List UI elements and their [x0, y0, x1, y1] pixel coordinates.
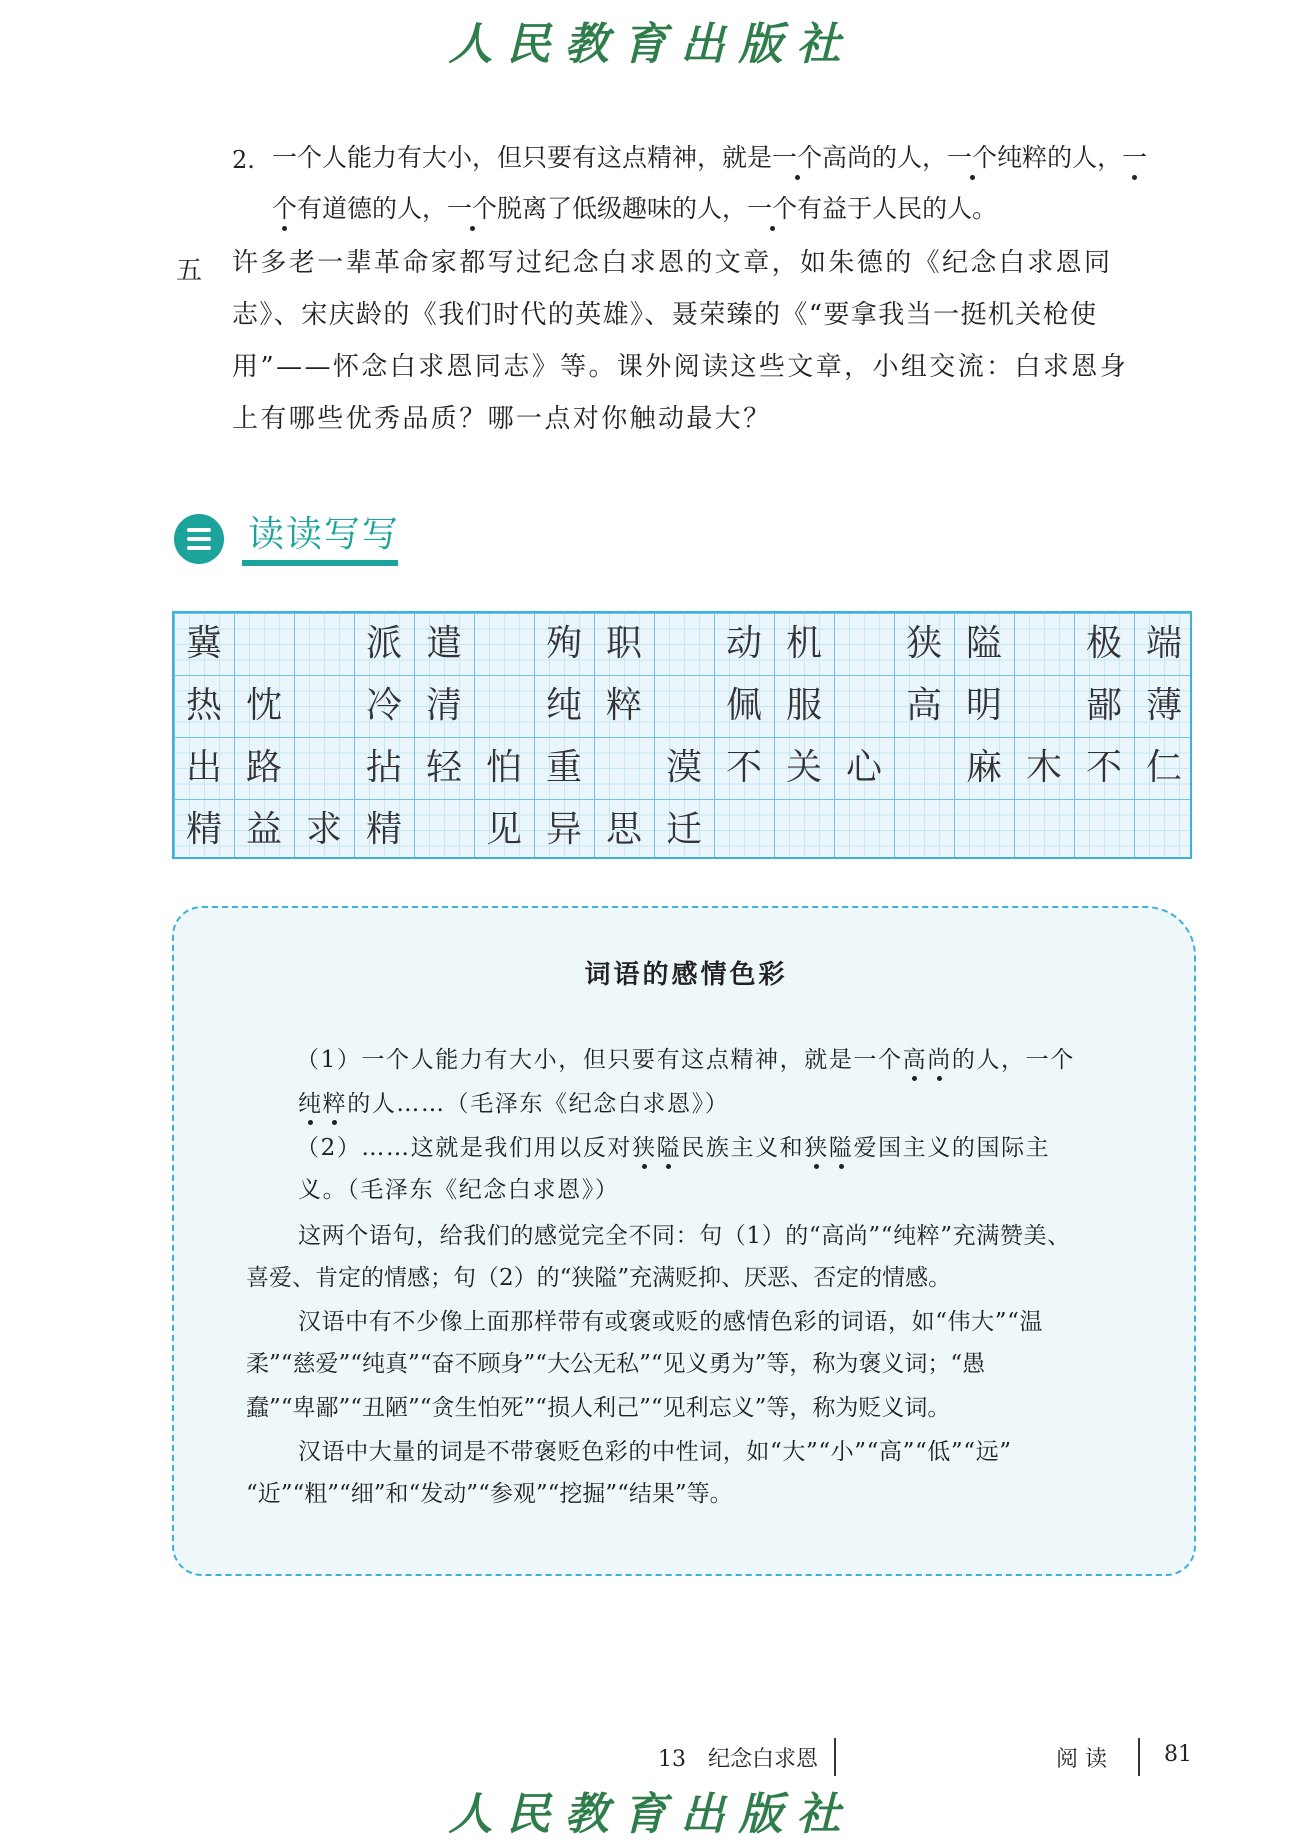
paragraph-line: 汉语中有不少像上面那样带有或褒或贬的感情色彩的词语，如“伟大”“温	[298, 1309, 1044, 1335]
example-1-line-2	[298, 1090, 729, 1118]
grid-cell	[1014, 799, 1074, 861]
grid-cell	[294, 737, 354, 799]
dotted-word	[772, 143, 822, 172]
grid-cell: 不	[725, 747, 762, 788]
grid-cell	[1074, 799, 1134, 861]
section-underline	[242, 560, 398, 566]
grid-cell	[1134, 799, 1194, 861]
grid-cell	[834, 613, 894, 675]
dotted-text: 粹	[322, 1091, 348, 1117]
publisher-logo: 人民教育出版社	[448, 1789, 855, 1840]
grid-cell	[1014, 675, 1074, 737]
grid-cell: 怕	[485, 747, 522, 788]
grid-cell	[954, 799, 1014, 861]
dotted-text: 尚	[927, 1047, 952, 1073]
dotted-text: 纯	[298, 1091, 323, 1117]
dotted-text: 一个	[747, 194, 798, 223]
grid-cell: 服	[785, 685, 822, 726]
grid-cell: 冷	[365, 685, 402, 726]
grid-cell: 不	[1085, 747, 1122, 788]
publisher-logo: 人民教育出版社	[448, 19, 855, 70]
grid-cell: 高	[905, 685, 942, 726]
grid-cell: 冀	[185, 623, 222, 664]
grid-cell: 鄙	[1085, 685, 1122, 726]
paragraph-line: 汉语中大量的词是不带褒贬色彩的中性词，如“大”“小”“高”“低”“远”	[298, 1439, 1012, 1465]
grid-cell: 拈	[365, 747, 402, 788]
dotted-text: 隘	[656, 1135, 682, 1161]
grid-cell	[834, 799, 894, 861]
word-grid	[172, 611, 1192, 859]
divider	[834, 1738, 836, 1776]
grid-cell: 精	[185, 809, 222, 850]
exercise-number: 五	[176, 256, 203, 286]
grid-cell: 异	[545, 809, 582, 850]
grid-cell	[474, 675, 534, 737]
text: 的人，一个	[951, 1047, 1075, 1073]
grid-cell	[594, 737, 654, 799]
paragraph-line: 这两个语句，给我们的感觉完全不同：句（1）的“高尚”“纯粹”充满赞美、	[298, 1223, 1071, 1249]
grid-cell	[1014, 613, 1074, 675]
knowledge-title: 词语的感情色彩	[584, 960, 788, 990]
grid-cell: 殉	[545, 623, 582, 664]
dotted-text: 狭	[804, 1135, 829, 1161]
grid-cell: 出	[185, 747, 222, 788]
grid-cell: 隘	[965, 623, 1002, 664]
grid-cell: 见	[485, 809, 522, 850]
text: 的人……（毛泽东《纪念白求恩》）	[347, 1091, 730, 1117]
text: （1）一个人能力有大小，但只要有这点精神，就是一个	[296, 1047, 903, 1073]
grid-cell: 狭	[905, 623, 942, 664]
paragraph-line: 柔”“慈爱”“纯真”“奋不顾身”“大公无私”“见义勇为”等，称为褒义词；“愚	[246, 1351, 986, 1377]
item2-line1	[272, 143, 1147, 173]
grid-cell: 动	[725, 623, 762, 664]
grid-cell: 麻	[965, 747, 1002, 788]
example-2-line-1	[296, 1134, 1050, 1162]
grid-cell	[414, 799, 474, 861]
grid-cell: 益	[245, 809, 282, 850]
grid-cell: 求	[305, 809, 342, 850]
dotted-text: 一	[1122, 143, 1148, 172]
section-title: 读读写写	[248, 514, 401, 555]
grid-cell	[714, 799, 774, 861]
grid-cell: 路	[245, 747, 282, 788]
grid-cell	[834, 675, 894, 737]
exercise5-line: 志》、宋庆龄的《我们时代的英雄》、聂荣臻的《“要拿我当一挺机关枪使	[232, 300, 1098, 330]
text: 一个人能力有大小，但只要有这点精神，就是	[272, 143, 773, 172]
paragraph-line: 蠢”“卑鄙”“丑陋”“贪生怕死”“损人利己”“见利忘义”等，称为贬义词。	[246, 1395, 951, 1421]
dotted-text: 一个	[447, 194, 498, 223]
dotted-text: 狭	[632, 1135, 657, 1161]
divider	[1138, 1738, 1140, 1776]
text: 脱离了低级趣味的人，	[497, 194, 748, 223]
text: 高尚的人，	[822, 143, 948, 172]
grid-cell	[294, 675, 354, 737]
grid-cell	[234, 613, 294, 675]
grid-cell: 派	[365, 623, 402, 664]
example-1-line-1	[296, 1046, 1075, 1074]
dotted-text: 一个	[772, 143, 823, 172]
grid-cell: 精	[365, 809, 402, 850]
grid-cell: 迁	[665, 809, 702, 850]
dotted-text: 个	[272, 194, 298, 223]
grid-cell	[294, 613, 354, 675]
grid-cell: 忱	[245, 685, 282, 726]
grid-cell	[894, 737, 954, 799]
paragraph-line: 喜爱、肯定的情感；句（2）的“狭隘”充满贬抑、厌恶、否定的情感。	[246, 1265, 952, 1291]
grid-cell	[774, 799, 834, 861]
grid-cell: 极	[1085, 623, 1122, 664]
grid-cell: 纯	[545, 685, 582, 726]
grid-cell: 粹	[605, 685, 642, 726]
item2-line2	[272, 194, 997, 224]
text: （2）……这就是我们用以反对	[296, 1135, 633, 1161]
grid-cell	[654, 675, 714, 737]
grid-cell: 热	[185, 685, 222, 726]
text: 爱国主义的国际主	[853, 1135, 1051, 1161]
grid-cell: 思	[605, 809, 642, 850]
exercise5-line: 上有哪些优秀品质？哪一点对你触动最大？	[232, 404, 772, 434]
exercise5-line: 用”——怀念白求恩同志》等。课外阅读这些文章，小组交流：白求恩身	[232, 352, 1129, 382]
grid-cell: 机	[785, 623, 822, 664]
grid-cell: 仁	[1145, 747, 1182, 788]
lesson-label: 13 纪念白求恩	[658, 1747, 818, 1772]
dotted-text: 隘	[828, 1135, 854, 1161]
grid-cell: 明	[965, 685, 1002, 726]
grid-cell: 漠	[665, 747, 702, 788]
grid-cell: 重	[545, 747, 582, 788]
text: 民族主义和	[681, 1135, 805, 1161]
paragraph-line: “近”“粗”“细”和“发动”“参观”“挖掘”“结果”等。	[246, 1481, 733, 1507]
grid-cell: 心	[845, 747, 882, 788]
exercise5-line: 许多老一辈革命家都写过纪念白求恩的文章，如朱德的《纪念白求恩同	[232, 248, 1113, 278]
knowledge-box	[172, 906, 1196, 1576]
grid-cell: 遣	[425, 623, 462, 664]
text: 纯粹的人，	[997, 143, 1123, 172]
grid-cell: 关	[785, 747, 822, 788]
grid-cell: 轻	[425, 747, 462, 788]
grid-cell: 薄	[1145, 685, 1182, 726]
grid-cell	[654, 613, 714, 675]
grid-cell: 职	[605, 623, 642, 664]
grid-cell	[474, 613, 534, 675]
grid-cell: 佩	[725, 685, 762, 726]
grid-cell	[894, 799, 954, 861]
list-icon	[174, 514, 224, 564]
item-number: 2.	[232, 146, 255, 174]
dotted-text: 高	[902, 1047, 928, 1073]
grid-cell: 木	[1025, 747, 1062, 788]
example-2-line-2: 义。（毛泽东《纪念白求恩》）	[298, 1177, 620, 1203]
unit-label: 阅 读	[1056, 1747, 1107, 1772]
dotted-text: 一个	[947, 143, 998, 172]
text: 有道德的人，	[297, 194, 448, 223]
grid-cell: 清	[425, 685, 462, 726]
text: 有益于人民的人。	[797, 194, 998, 223]
grid-cell: 端	[1145, 623, 1182, 664]
page-number: 81	[1164, 1742, 1192, 1767]
